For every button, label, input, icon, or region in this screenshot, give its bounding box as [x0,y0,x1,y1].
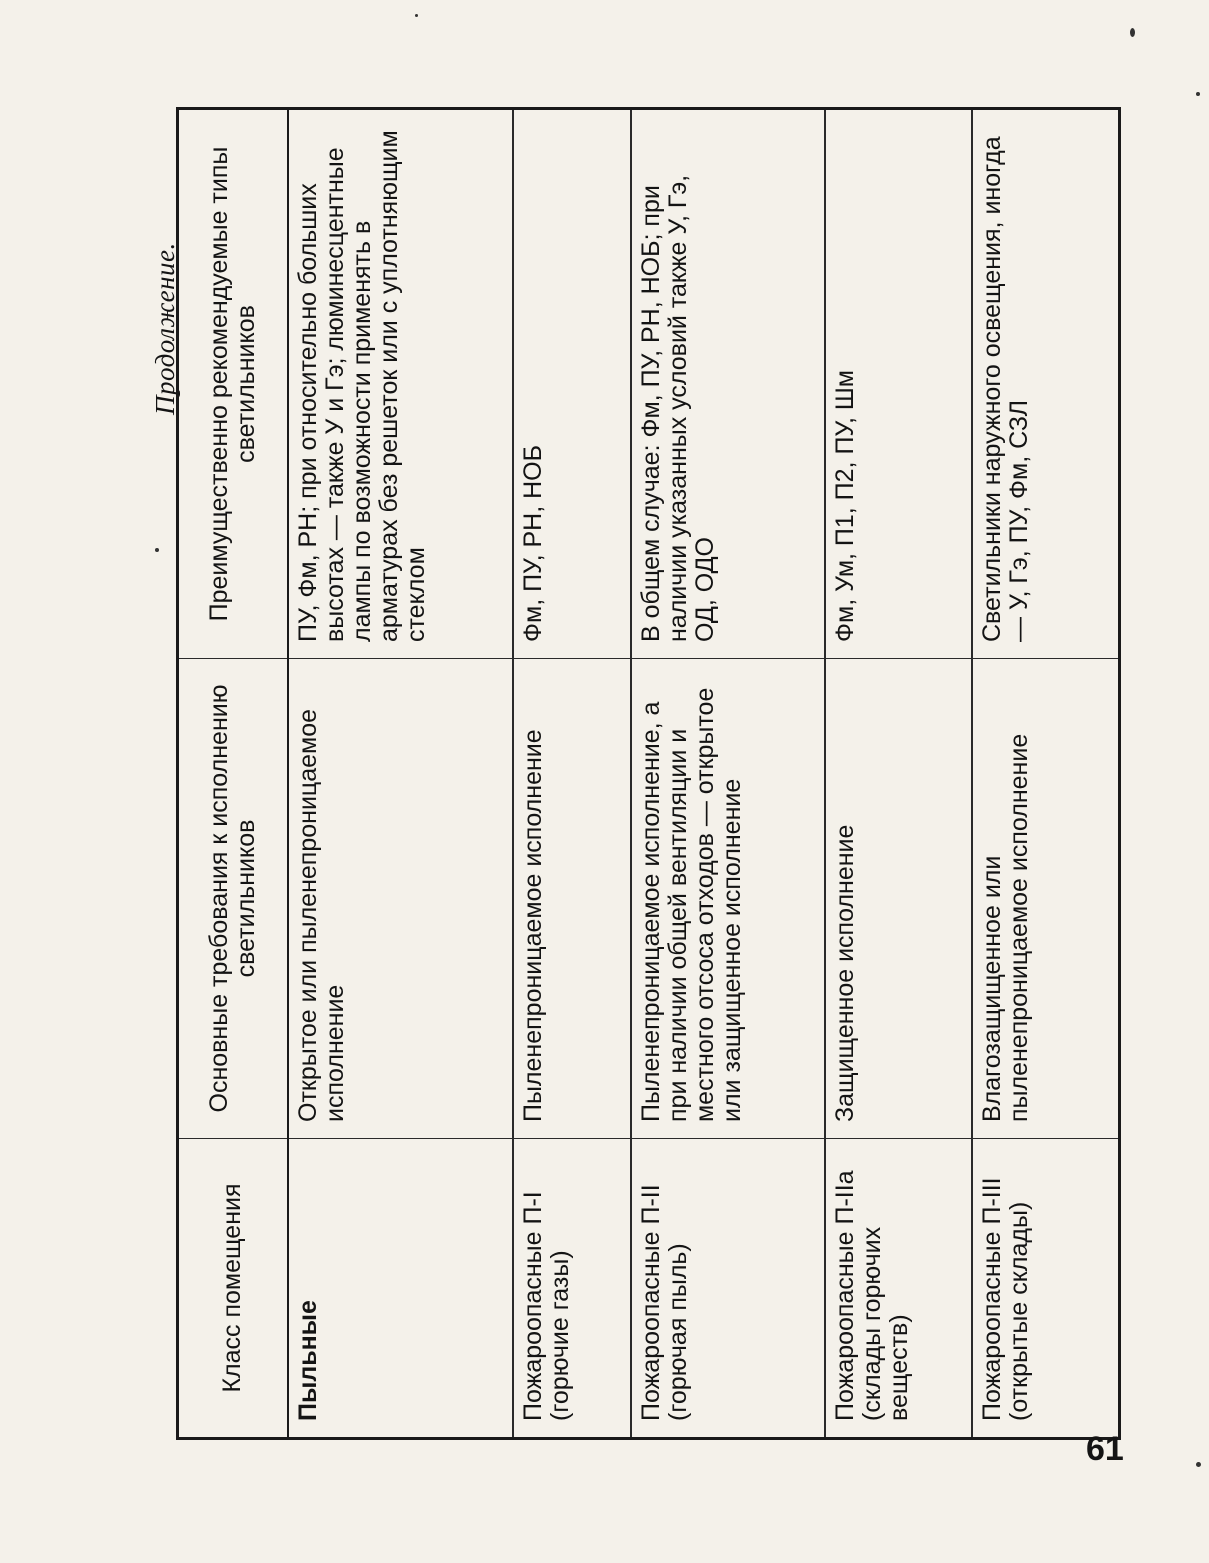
table-row [631,109,825,1439]
scan-speck [1196,1462,1201,1467]
room-class-cell: Пожароопасные П-IIа (склады горючих веществ) [825,1139,972,1439]
luminaire-requirements-table [176,107,1121,1440]
requirements-cell: Защищенное исполнение [825,659,972,1139]
header-luminaire-types: Преимущественно рекомендуемые типы светильников [178,109,288,659]
room-class-cell: Пыльные [288,1139,514,1439]
luminaires-cell: ПУ, Фм, РН; при относительно больших высотах — также У и Гэ; люминесцентные лампы по возможности применять в арматурах без решеток или с уплотняющим стеклом [288,109,514,659]
header-requirements: Основные требования к исполнению светильников [178,659,288,1139]
requirements-cell: Пыленепроницаемое исполнение, а при наличии общей вентиляции и местного отсоса отходов — открытое или защищенное исполнение [631,659,825,1139]
scan-speck [155,548,159,552]
scan-speck [1196,92,1200,96]
luminaires-cell: В общем случае: Фм, ПУ, РН, НОБ; при наличии указанных условий также У, Гэ, ОД, ОДО [631,109,825,659]
table-row [513,109,631,1439]
page-number: 61 [1086,1430,1124,1468]
room-class-cell: Пожароопасные П-II (горючая пыль) [631,1139,825,1439]
luminaires-cell: Светильники наружного освещения, иногда — У, Гэ, ПУ, Фм, СЗЛ [972,109,1119,659]
requirements-cell: Открытое или пыленепроницаемое исполнение [288,659,514,1139]
room-class-cell: Пожароопасные П-I (горючие газы) [513,1139,631,1439]
scan-speck [415,14,418,17]
luminaires-cell: Фм, Ум, П1, П2, ПУ, Шм [825,109,972,659]
table-row [288,109,514,1439]
table-row [972,109,1119,1439]
luminaires-cell: Фм, ПУ, РН, НОБ [513,109,631,659]
requirements-cell: Влагозащищенное или пыленепроницаемое исполнение [972,659,1119,1139]
room-class-cell: Пожароопасные П-III (открытые склады) [972,1139,1119,1439]
rotated-content [150,85,1150,1450]
requirements-cell: Пыленепроницаемое исполнение [513,659,631,1139]
continuation-label: Продолжение. [150,242,180,415]
table-row [825,109,972,1439]
scan-speck [1130,28,1135,37]
header-room-class: Класс помещения [178,1139,288,1439]
